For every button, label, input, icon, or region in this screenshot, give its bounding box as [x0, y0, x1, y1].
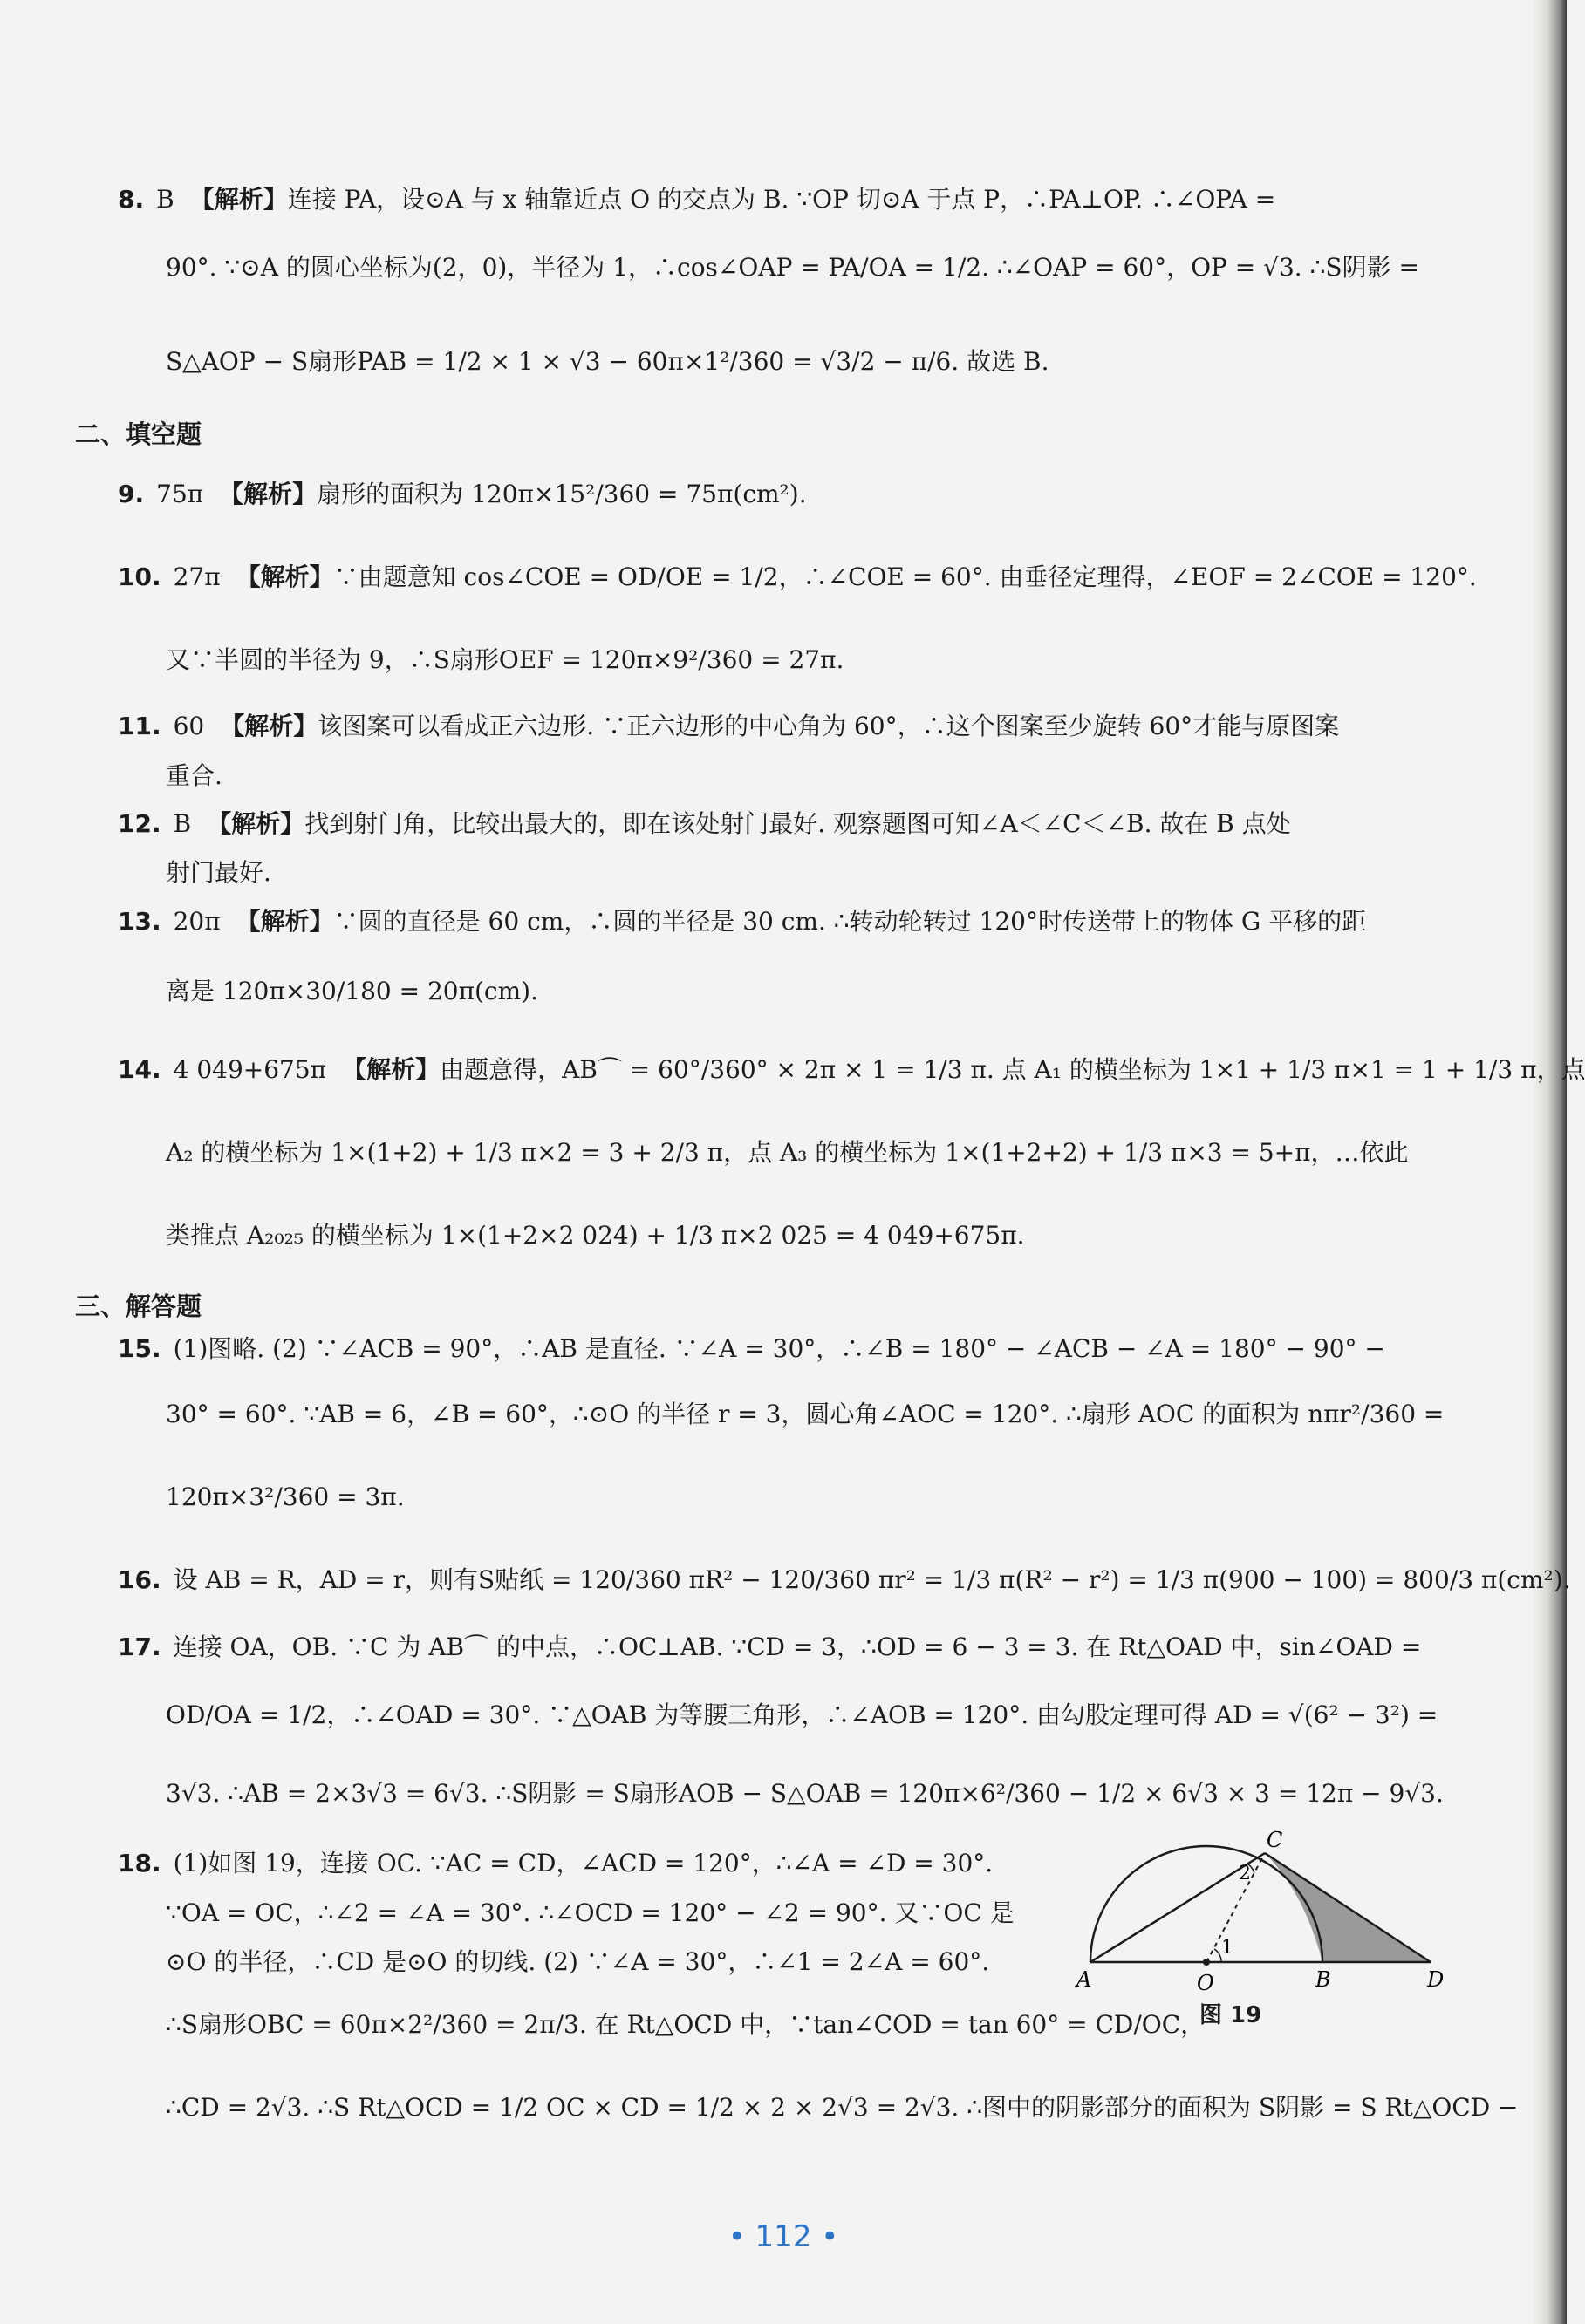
item-text: 找到射门角，比较出最大的，即在该处射门最好. 观察题图可知∠A＜∠C＜∠B. 故在 B 点处 — [304, 809, 1291, 838]
item-18-line-3: ⊙O 的半径，∴CD 是⊙O 的切线. (2) ∵∠A = 30°，∴∠1 = 2∠A = 60°. — [166, 1947, 990, 1976]
item-text: 连接 OA，OB. ∵C 为 AB⌒ 的中点，∴OC⊥AB. ∵CD = 3，∴OD = 6 − 3 = 3. 在 Rt△OAD 中，sin∠OAD = — [173, 1632, 1422, 1661]
analysis-tag: 【解析】 — [207, 809, 305, 838]
item-12-line-1 — [118, 809, 1291, 839]
item-text: ∵由题意知 cos∠COE = OD/OE = 1/2，∴∠COE = 60°. 由垂径定理得，∠EOF = 2∠COE = 120°. — [333, 562, 1477, 591]
item-10-line-2: 又∵半圆的半径为 9，∴S扇形OEF = 120π×9²/360 = 27π. — [166, 645, 844, 674]
item-number: 13. — [118, 907, 161, 936]
item-14-line-3: 类推点 A₂₀₂₅ 的横坐标为 1×(1+2×2 024) + 1/3 π×2 025 = 4 049+675π. — [166, 1221, 1025, 1250]
item-number: 14. — [118, 1055, 161, 1084]
label-A: A — [1076, 1967, 1092, 1992]
item-14-line-2: A₂ 的横坐标为 1×(1+2) + 1/3 π×2 = 3 + 2/3 π，点 A₃ 的横坐标为 1×(1+2+2) + 1/3 π×3 = 5+π，…依此 — [166, 1138, 1409, 1167]
item-text: 扇形的面积为 120π×15²/360 = 75π(cm²). — [317, 480, 807, 508]
label-D: D — [1427, 1967, 1445, 1992]
item-11-line-2: 重合. — [166, 761, 222, 790]
item-18-line-2: ∵OA = OC，∴∠2 = ∠A = 30°. ∴∠OCD = 120° − ∠2 = 90°. 又∵OC 是 — [166, 1898, 1015, 1927]
item-answer: B — [156, 185, 174, 214]
label-angle-2: 2 — [1239, 1863, 1251, 1884]
item-number: 17. — [118, 1632, 161, 1661]
center-point-O — [1203, 1959, 1210, 1966]
segment-OC — [1206, 1853, 1265, 1962]
page-binding-edge — [1532, 0, 1567, 2324]
section-title-solution: 三、解答题 — [75, 1291, 202, 1321]
item-15-line-2: 30° = 60°. ∵AB = 6，∠B = 60°，∴⊙O 的半径 r = 3，圆心角∠AOC = 120°. ∴扇形 AOC 的面积为 nπr²/360 = — [166, 1400, 1445, 1428]
item-number: 12. — [118, 809, 161, 838]
item-8-line-2: 90°. ∵⊙A 的圆心坐标为(2，0)，半径为 1，∴cos∠OAP = PA/OA = 1/2. ∴∠OAP = 60°，OP = √3. ∴S阴影 = — [166, 253, 1419, 282]
item-15-line-3: 120π×3²/360 = 3π. — [166, 1482, 405, 1511]
item-answer: 4 049+675π — [173, 1055, 327, 1084]
item-11-line-1 — [118, 712, 1339, 741]
label-B: B — [1315, 1967, 1331, 1992]
item-text: (1)图略. (2) ∵∠ACB = 90°，∴AB 是直径. ∵∠A = 30°，∴∠B = 180° − ∠ACB − ∠A = 180° − 90° − — [173, 1334, 1385, 1363]
analysis-tag: 【解析】 — [220, 712, 318, 740]
item-text: 连接 PA，设⊙A 与 x 轴靠近点 O 的交点为 B. ∵OP 切⊙A 于点 P，∴PA⊥OP. ∴∠OPA = — [287, 185, 1276, 214]
analysis-tag: 【解析】 — [189, 185, 288, 214]
item-17-line-1 — [118, 1632, 1421, 1662]
item-answer: 60 — [173, 712, 205, 740]
analysis-tag: 【解析】 — [342, 1055, 441, 1084]
item-text: 由题意得，AB⌒ = 60°/360° × 2π × 1 = 1/3 π. 点 A₁ 的横坐标为 1×1 + 1/3 π×1 = 1 + 1/3 π，点 — [440, 1055, 1585, 1084]
item-number: 8. — [118, 185, 145, 214]
label-C: C — [1267, 1828, 1283, 1852]
semicircle-arc — [1090, 1846, 1322, 1962]
item-text: 该图案可以看成正六边形. ∵正六边形的中心角为 60°，∴这个图案至少旋转 60°才能与原图案 — [318, 712, 1340, 740]
item-number: 16. — [118, 1565, 161, 1594]
item-answer: 20π — [173, 907, 221, 936]
item-text: ∵圆的直径是 60 cm，∴圆的半径是 30 cm. ∴转动轮转过 120°时传送带上的物体 G 平移的距 — [333, 907, 1367, 936]
item-13-line-1 — [118, 907, 1366, 937]
item-number: 18. — [118, 1849, 161, 1878]
item-16-line-1 — [118, 1565, 1571, 1595]
item-18-line-5: ∴CD = 2√3. ∴S Rt△OCD = 1/2 OC × CD = 1/2 × 2 × 2√3 = 2√3. ∴图中的阴影部分的面积为 S阴影 = S Rt△OCD − — [166, 2093, 1519, 2122]
item-18-line-4: ∴S扇形OBC = 60π×2²/360 = 2π/3. 在 Rt△OCD 中，∵tan∠COD = tan 60° = CD/OC， — [166, 2010, 1206, 2039]
item-number: 10. — [118, 562, 161, 591]
item-18-line-1 — [118, 1849, 993, 1878]
item-17-line-3: 3√3. ∴AB = 2×3√3 = 6√3. ∴S阴影 = S扇形AOB − S△OAB = 120π×6²/360 − 1/2 × 6√3 × 3 = 12π − 9√3. — [166, 1779, 1444, 1808]
analysis-tag: 【解析】 — [219, 480, 318, 508]
item-answer: 75π — [156, 480, 204, 508]
item-17-line-2: OD/OA = 1/2，∴∠OAD = 30°. ∵△OAB 为等腰三角形，∴∠AOB = 120°. 由勾股定理可得 AD = √(6² − 3²) = — [166, 1700, 1438, 1729]
angle-1-arc — [1214, 1949, 1221, 1962]
item-answer: B — [173, 809, 192, 838]
item-13-line-2: 离是 120π×30/180 = 20π(cm). — [166, 977, 538, 1005]
label-O: O — [1197, 1971, 1214, 1995]
analysis-tag: 【解析】 — [236, 907, 334, 936]
page-number: • 112 • — [728, 2219, 839, 2254]
figure-19-diagram — [1076, 1823, 1448, 2041]
item-8-line-1 — [118, 185, 1275, 215]
item-9-line-1 — [118, 480, 807, 509]
item-8-line-3: S△AOP − S扇形PAB = 1/2 × 1 × √3 − 60π×1²/360 = √3/2 − π/6. 故选 B. — [166, 347, 1049, 376]
item-10-line-1 — [118, 562, 1477, 592]
label-angle-1: 1 — [1221, 1937, 1233, 1959]
item-text: 设 AB = R，AD = r，则有S贴纸 = 120/360 πR² − 120/360 πr² = 1/3 π(R² − r²) = 1/3 π(900 − 100) = 800/3 π(cm²). — [173, 1565, 1571, 1594]
item-number: 15. — [118, 1334, 161, 1363]
item-15-line-1 — [118, 1334, 1385, 1364]
section-title-fill-blank: 二、填空题 — [75, 419, 202, 449]
item-14-line-1 — [118, 1055, 1585, 1085]
item-12-line-2: 射门最好. — [166, 858, 271, 887]
item-text: (1)如图 19，连接 OC. ∵AC = CD，∠ACD = 120°，∴∠A = ∠D = 30°. — [173, 1849, 994, 1878]
item-number: 11. — [118, 712, 161, 740]
analysis-tag: 【解析】 — [236, 562, 334, 591]
item-answer: 27π — [173, 562, 221, 591]
item-number: 9. — [118, 480, 145, 508]
figure-caption: 图 19 — [1199, 2002, 1262, 2028]
